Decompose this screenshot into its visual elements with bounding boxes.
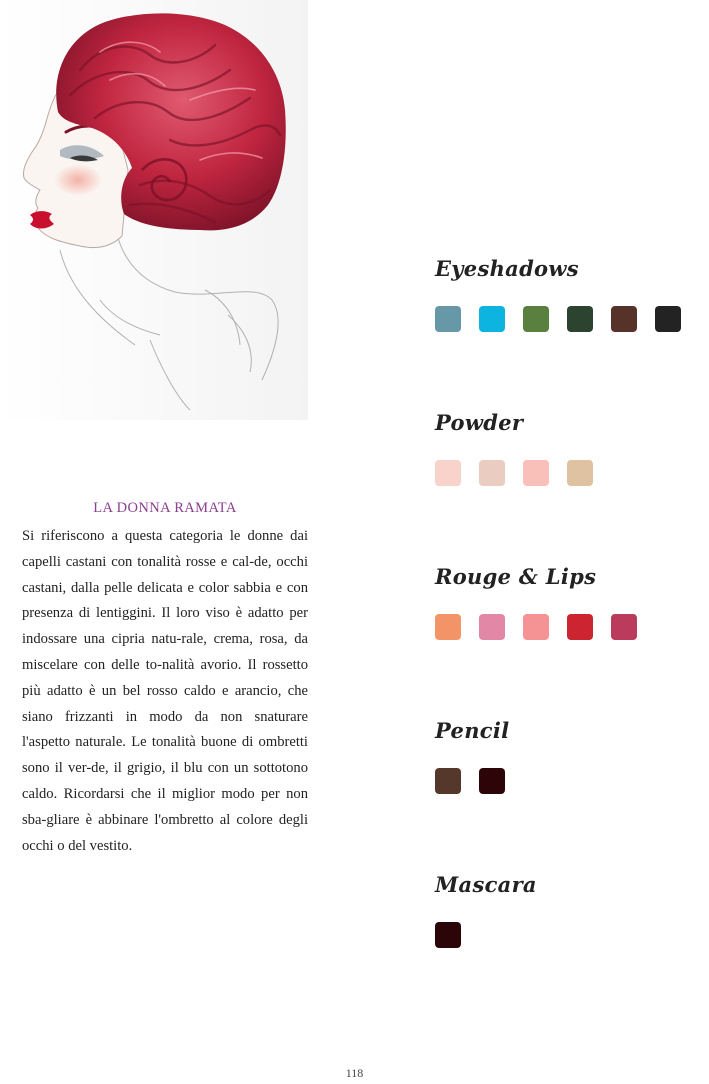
color-swatch [435,614,461,640]
mascara-swatches [435,922,695,948]
cheek-blush [54,164,102,196]
rouge-lips-swatches [435,614,695,640]
color-swatch [523,614,549,640]
eyeshadows-swatches [435,306,695,332]
eyeshadows-heading: Eyeshadows [435,256,579,281]
color-swatch [479,768,505,794]
color-swatch [523,460,549,486]
color-swatch [611,306,637,332]
rouge-lips-heading: Rouge & Lips [435,564,597,589]
mascara-section [435,870,695,948]
color-swatch [435,306,461,332]
powder-swatches [435,460,695,486]
color-swatch [567,306,593,332]
pencil-section [435,716,695,794]
color-swatch [479,306,505,332]
article-title: LA DONNA RAMATA [93,500,237,516]
pencil-swatches [435,768,695,794]
portrait-svg [0,0,308,420]
color-swatch [479,460,505,486]
rouge-lips-section [435,562,695,640]
powder-section [435,408,695,486]
portrait-illustration [0,0,308,420]
article-body: Si riferiscono a questa categoria le donne dai capelli castani con tonalità rosse e cal-de, occhi castani, dalla pelle delicata e color sabbia e con presenza di lentiggini. Il loro viso è adatto per indossare una cipria natu-rale, crema, rosa, da miscelare con delle to-nalità avorio. Il rossetto più adatto è un bel rosso caldo e arancio, che siano frizzanti in modo da non snaturare l'aspetto naturale. Le tonalità buone di ombretti sono il ver-de, il grigio, il blu con un sottotono caldo. Ricordarsi che il miglior modo per non sba-gliare è abbinare l'ombretto al colore degli occhi o del vestito. [22,528,308,854]
powder-heading: Powder [435,410,524,435]
eyeshadows-section [435,254,695,332]
page-number: 118 [345,1066,364,1080]
color-swatch [479,614,505,640]
color-swatch [567,460,593,486]
color-swatch [435,768,461,794]
color-swatch [435,460,461,486]
pencil-heading: Pencil [435,718,510,743]
mascara-heading: Mascara [435,872,537,897]
color-swatch [611,614,637,640]
color-swatch [435,922,461,948]
color-swatch [523,306,549,332]
color-swatch [567,614,593,640]
color-swatch [655,306,681,332]
